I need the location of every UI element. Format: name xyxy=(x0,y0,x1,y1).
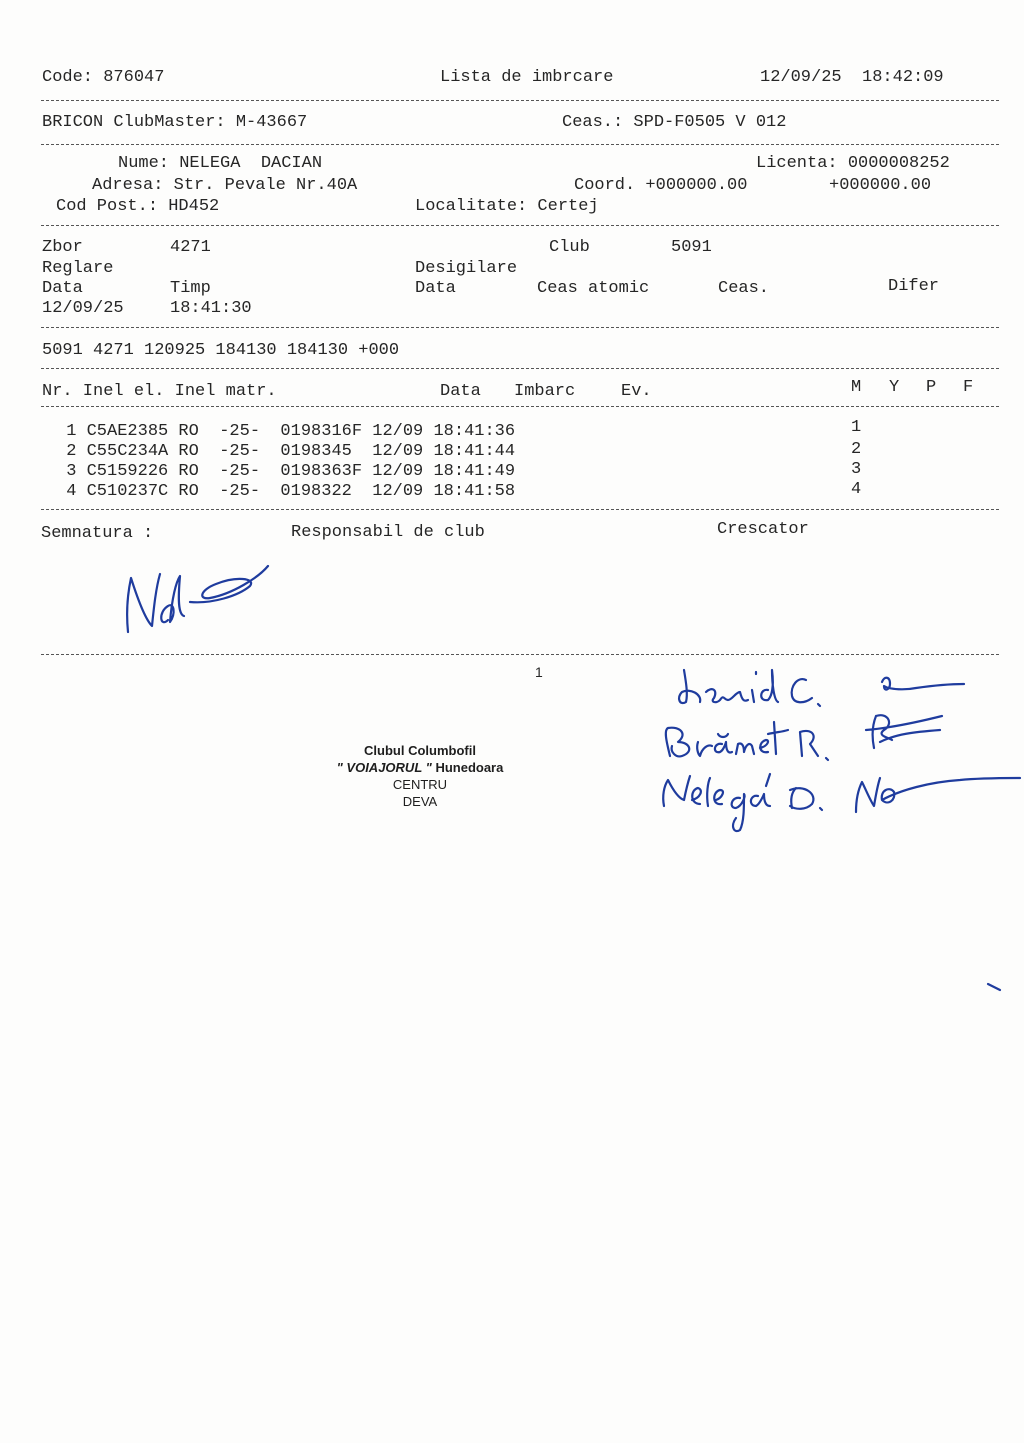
row-m-value: 3 xyxy=(851,460,862,479)
stray-ink-mark xyxy=(988,984,1000,990)
signature-nelega xyxy=(663,774,1020,831)
zbor-value: 4271 xyxy=(170,238,211,257)
ceas-label: Ceas. xyxy=(718,279,770,298)
reglare-time: 18:41:30 xyxy=(170,299,252,318)
stamp-line-1: Clubul Columbofil xyxy=(364,743,476,758)
row-m-value: 2 xyxy=(851,440,862,459)
signature-fancier xyxy=(127,566,268,632)
fancier-coord: Coord. +000000.00 xyxy=(574,176,748,195)
data2-label: Data xyxy=(415,279,456,298)
desigilare-label: Desigilare xyxy=(415,259,518,278)
col-header-data: Data xyxy=(440,382,481,401)
data-label: Data xyxy=(42,279,83,298)
col-header-f: F xyxy=(963,378,974,397)
responsabil-label: Responsabil de club xyxy=(291,523,485,542)
fancier-postcode: Cod Post.: HD452 xyxy=(56,197,220,216)
clock-id: Ceas.: SPD-F0505 V 012 xyxy=(562,113,787,132)
table-row: 1 C5AE2385 RO -25- 0198316F 12/09 18:41:36 xyxy=(56,422,516,441)
print-datetime: 12/09/25 18:42:09 xyxy=(760,68,944,87)
table-row: 4 C510237C RO -25- 0198322 12/09 18:41:58 xyxy=(56,482,516,501)
col-header-y: Y xyxy=(889,378,900,397)
stamp-line-2-rest: Hunedoara xyxy=(435,760,504,775)
document-code: Code: 876047 xyxy=(42,68,165,87)
col-header-imbarc: Imbarc xyxy=(514,382,576,401)
col-header-rings: Nr. Inel el. Inel matr. xyxy=(42,382,277,401)
fancier-address: Adresa: Str. Pevale Nr.40A xyxy=(92,176,358,195)
table-row: 3 C5159226 RO -25- 0198363F 12/09 18:41:49 xyxy=(56,462,516,481)
row-m-value: 4 xyxy=(851,480,862,499)
club-value: 5091 xyxy=(671,238,712,257)
col-header-p: P xyxy=(926,378,937,397)
fancier-locality: Localitate: Certej xyxy=(415,197,599,216)
signature-bramet xyxy=(666,715,942,760)
ceas-atomic-label: Ceas atomic xyxy=(537,279,650,298)
summary-line: 5091 4271 120925 184130 184130 +000 xyxy=(42,341,400,360)
col-header-m: M xyxy=(851,378,862,397)
fancier-coord-2: +000000.00 xyxy=(829,176,932,195)
reglare-date: 12/09/25 xyxy=(42,299,124,318)
col-header-ev: Ev. xyxy=(621,382,652,401)
club-label: Club xyxy=(549,238,590,257)
page-number: 1 xyxy=(535,664,543,680)
timp-label: Timp xyxy=(170,279,211,298)
stamp-line-4: DEVA xyxy=(402,794,438,809)
document-title: Lista de imbrcare xyxy=(440,68,614,87)
fancier-license: Licenta: 0000008252 xyxy=(756,154,950,173)
crescator-label: Crescator xyxy=(717,520,809,539)
reglare-label: Reglare xyxy=(42,259,114,278)
software-id: BRICON ClubMaster: M-43667 xyxy=(42,113,308,132)
signature-david xyxy=(679,670,964,706)
stamp-line-2-quoted: " VOIAJORUL " xyxy=(336,760,432,775)
semnatura-label: Semnatura : xyxy=(41,524,154,543)
fancier-name: Nume: NELEGA DACIAN xyxy=(118,154,323,173)
zbor-label: Zbor xyxy=(42,238,83,257)
difer-label: Difer xyxy=(888,277,940,296)
stamp-line-3: CENTRU xyxy=(392,777,448,792)
row-m-value: 1 xyxy=(851,418,862,437)
table-row: 2 C55C234A RO -25- 0198345 12/09 18:41:44 xyxy=(56,442,516,461)
